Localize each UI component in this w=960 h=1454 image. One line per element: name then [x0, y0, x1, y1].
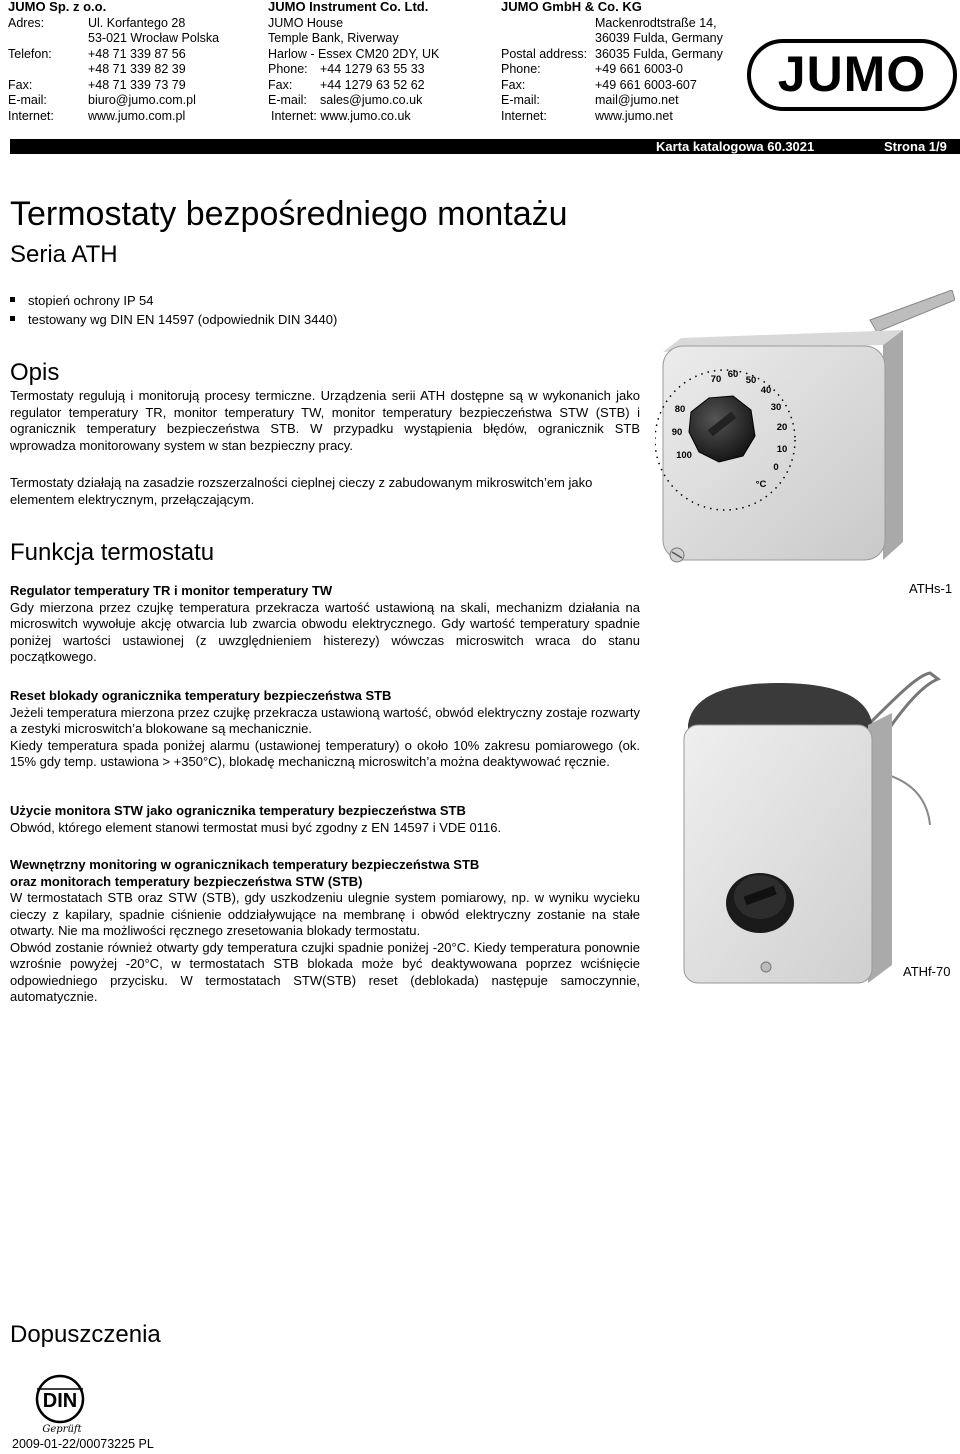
list-item: stopień ochrony IP 54 — [10, 291, 337, 310]
label-internet: Internet: — [501, 108, 547, 123]
website-link[interactable]: www.jumo.com.pl — [88, 108, 186, 123]
caption-athf-70: ATHf-70 — [903, 964, 951, 979]
page-title: Termostaty bezpośredniego montażu — [10, 195, 568, 233]
uk-email-link[interactable]: sales@jumo.co.uk — [320, 93, 423, 107]
label-phone: Phone: — [268, 62, 308, 76]
de-address3: 36035 Fulda, Germany — [595, 46, 723, 61]
label-email: E-mail: — [501, 93, 540, 107]
fax: +48 71 339 73 79 — [88, 77, 186, 92]
page-subtitle: Seria ATH — [10, 241, 118, 268]
dial-unit: °C — [755, 479, 767, 490]
section-heading-opis: Opis — [10, 359, 60, 386]
catalog-bar — [10, 139, 960, 154]
address-line2: 53-021 Wrocław Polska — [88, 31, 220, 45]
din-certification-mark — [24, 1372, 104, 1434]
product-photo-athf-70 — [668, 665, 958, 995]
header-germany — [501, 0, 731, 124]
subheading-monitoring-2: oraz monitorach temperatury bezpieczeństwa STW (STB) — [10, 873, 363, 889]
de-fax: +49 661 6003-607 — [595, 77, 697, 92]
dial-tick-label: 80 — [674, 404, 686, 415]
section-heading-funkcja: Funkcja termostatu — [10, 539, 215, 566]
section-internal-monitoring — [10, 857, 640, 1006]
phone1: +48 71 339 87 56 — [88, 46, 186, 61]
text-monitoring-2: Obwód zostanie również otwarty gdy temperatura czujki spadnie poniżej -20°C. Kiedy temperatura ponownie wzrośnie powyżej -20°C, w termostatach STB blokada może być deaktywowana poprzez wciśnięcie odpowiedniego przycisku. W termostatach STW(STB) reset (deblokada) następuje samoczynnie, automatycznie. — [10, 939, 640, 1004]
catalog-number: Karta katalogowa 60.3021 — [656, 139, 815, 154]
company-name-uk: JUMO Instrument Co. Ltd. — [268, 0, 429, 14]
text-reset-stb-1: Jeżeli temperatura mierzona przez czujkę przekracza ustawioną wartość, obwód elektryczny zostaje rozwarty a zestyki microswitch’a blokowane są mechanicznie. — [10, 704, 640, 736]
uk-line1: JUMO House — [268, 15, 344, 30]
caption-aths-1: ATHs-1 — [909, 581, 953, 596]
section-reset-stb — [10, 688, 640, 771]
adjustment-knob[interactable] — [726, 873, 794, 933]
subheading-tr-tw: Regulator temperatury TR i monitor temperatury TW — [10, 583, 333, 598]
label-fax: Fax: — [8, 77, 33, 92]
label-fax: Fax: — [501, 77, 526, 92]
page-number: Strona 1/9 — [884, 139, 947, 154]
dial-tick-label: 40 — [760, 385, 772, 396]
dial-tick-label: 60 — [727, 369, 739, 380]
de-address1: Mackenrodtstraße 14, — [595, 15, 717, 30]
opis-paragraph-1: Termostaty regulują i monitorują procesy termiczne. Urządzenia serii ATH dostępne są w wykonanich jako regulator temperatury TR, monitor temperatury TW, monitor temperatury bezpieczeństwa STW (STB) i ogranicznik temperatury bezpieczeństwa STB. W przypadku wystąpienia błędów, ogranicznik STB wprowadza monitorowany system w stan bezpieczny pracy. — [10, 388, 640, 453]
uk-line3: Harlow - Essex CM20 2DY, UK — [268, 46, 440, 61]
label-address: Adres: — [8, 15, 45, 30]
label-fax: Fax: — [268, 77, 293, 92]
logo-text: JUMO — [777, 46, 927, 102]
label-email: E-mail: — [268, 93, 307, 107]
feature-list — [10, 291, 337, 329]
company-name-pl: JUMO Sp. z o.o. — [8, 0, 107, 14]
section-heading-dopuszczenia: Dopuszczenia — [10, 1321, 161, 1348]
uk-website-link[interactable]: www.jumo.co.uk — [320, 108, 411, 123]
subheading-reset-stb: Reset blokady ogranicznika temperatury bezpieczeństwa STB — [10, 688, 392, 703]
document-code: 2009-01-22/00073225 PL — [12, 1437, 154, 1451]
text-tr-tw: Gdy mierzona przez czujkę temperatura przekracza wartość ustawioną na skali, mechanizm działania na microswitch wywołuje akcję otwarcia lub zwarcia obwodu elektrycznego. Gdy wartość temperatury spadnie poniżej wartości ustawionej (z uwzględnieniem histerezy) wówczas microswitch wraca do stanu początkowego. — [10, 599, 640, 664]
dial-tick-label: 100 — [676, 450, 692, 461]
din-text: DIN — [42, 1390, 78, 1412]
uk-phone: +44 1279 63 55 33 — [320, 62, 425, 76]
de-website-link[interactable]: www.jumo.net — [595, 108, 673, 123]
header-uk — [268, 0, 483, 124]
subheading-stw-stb: Użycie monitora STW jako ogranicznika temperatury bezpieczeństwa STB — [10, 803, 466, 818]
label-phone: Phone: — [501, 62, 541, 76]
list-item: testowany wg DIN EN 14597 (odpowiednik DIN 3440) — [10, 310, 337, 329]
label-email: E-mail: — [8, 93, 47, 107]
de-phone: +49 661 6003-0 — [595, 62, 683, 76]
product-photo-aths-1 — [655, 290, 955, 590]
opis-paragraph-2: Termostaty działają na zasadzie rozszerzalności cieplnej cieczy z zabudowanym mikroswitch’em jako elementem elektrycznym, przełączającym. — [10, 475, 593, 507]
dial-tick-label: 0 — [773, 462, 779, 473]
dial-tick-label: 20 — [776, 422, 788, 433]
email-link[interactable]: biuro@jumo.com.pl — [88, 93, 196, 107]
dial-tick-label: 30 — [770, 402, 782, 413]
section-tr-tw — [10, 583, 640, 666]
label-phone: Telefon: — [8, 46, 52, 61]
dial-tick-label: 70 — [710, 374, 722, 385]
header-poland — [8, 0, 248, 124]
label-internet: Internet: — [8, 108, 54, 123]
address-line1: Ul. Korfantego 28 — [88, 15, 186, 30]
uk-fax: +44 1279 63 52 62 — [320, 77, 425, 92]
text-reset-stb-2: Kiedy temperatura spada poniżej alarmu (ustawionej temperatury) o około 10% zakresu pomiarowego (ok. 15% gdy temp. ustawiona > +350°C), blokadę mechaniczną microswitch’a można deaktywować ręcznie. — [10, 737, 640, 769]
jumo-logo — [746, 38, 958, 112]
dial-tick-label: 50 — [745, 375, 757, 386]
section-stw-as-stb — [10, 803, 640, 836]
dial-tick-label: 90 — [671, 427, 683, 438]
company-name-de: JUMO GmbH & Co. KG — [501, 0, 642, 14]
de-email-link[interactable]: mail@jumo.net — [595, 93, 679, 107]
subheading-monitoring-1: Wewnętrzny monitoring w ogranicznikach temperatury bezpieczeństwa STB — [10, 857, 480, 872]
label-postal: Postal address: — [501, 46, 588, 61]
dial-tick-label: 10 — [776, 444, 788, 455]
de-address2: 36039 Fulda, Germany — [595, 31, 723, 45]
text-stw-stb: Obwód, którego element stanowi termostat musi być zgodny z EN 14597 i VDE 0116. — [10, 819, 502, 835]
label-internet: Internet: — [271, 108, 317, 123]
uk-line2: Temple Bank, Riverway — [268, 31, 399, 45]
text-monitoring-1: W termostatach STB oraz STW (STB), gdy uszkodzeniu ulegnie system pomiarowy, np. w wyniku wycieku cieczy z kapilary, spadnie ciśnienie oddziaływujące na membranę i obwód elektryczny zostanie na stałe otwarty. Nie ma możliwości ręcznego zresetowania blokady termostatu. — [10, 890, 640, 938]
phone2: +48 71 339 82 39 — [88, 62, 186, 76]
din-subtext: Geprüft — [42, 1424, 82, 1434]
dial-knob[interactable] — [689, 396, 755, 462]
